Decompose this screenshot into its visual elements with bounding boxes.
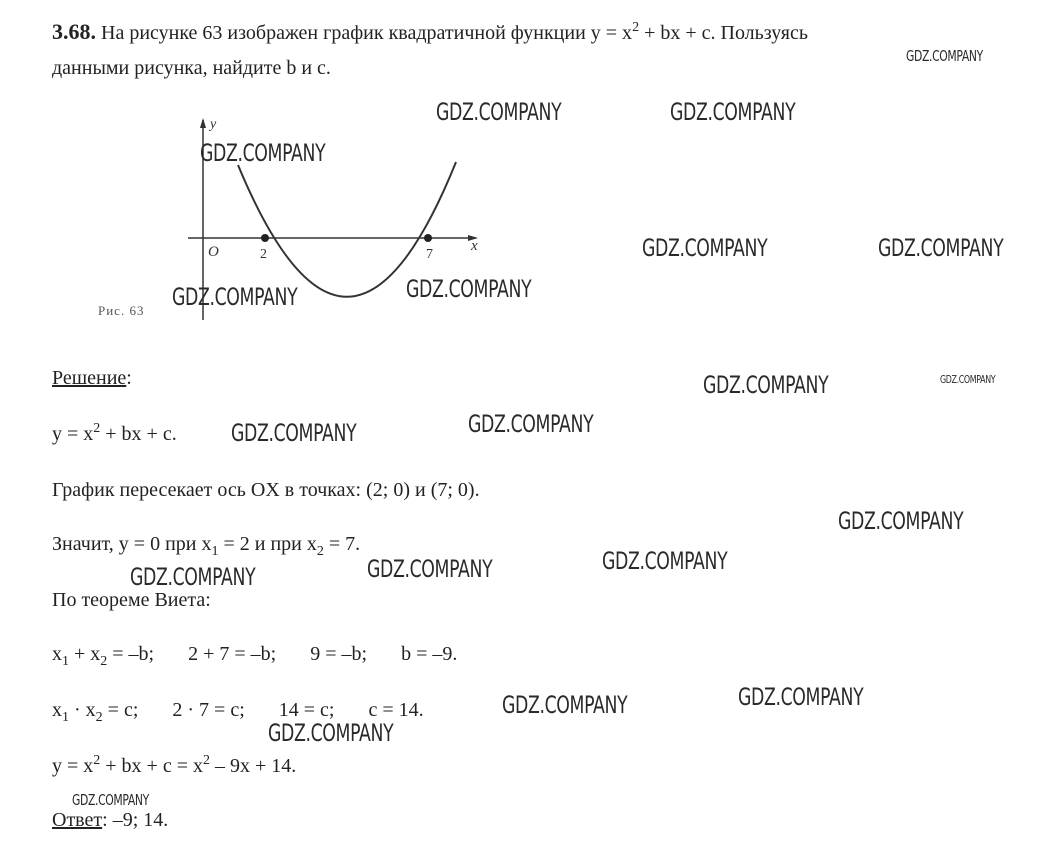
- final-formula-line: $y = x^2$ + bx + $c = x^2 - 9x + 14$.: [52, 753, 297, 777]
- watermark: GDZ.COMPANY: [703, 371, 829, 399]
- origin-label: O: [208, 244, 219, 260]
- watermark: GDZ.COMPANY: [738, 683, 864, 711]
- watermark: GDZ.COMPANY: [878, 234, 1004, 262]
- root-point-2: [261, 234, 269, 242]
- watermark: GDZ.COMPANY: [367, 555, 493, 583]
- tick-label-7: 7: [426, 247, 433, 262]
- watermark: GDZ.COMPANY: [906, 47, 983, 65]
- problem-line-2: данными рисунка, найдите b и c.: [52, 57, 331, 79]
- watermark: GDZ.COMPANY: [838, 507, 964, 535]
- solution-line-2: График пересекает ось OX в точках: (2; 0) и (7; 0).: [52, 479, 480, 501]
- watermark: GDZ.COMPANY: [268, 719, 394, 747]
- problem-line-1: 3.68. На рисунке 63 изображен график квадратичной функции $y = x^2$ + bx + c. Пользуясь: [52, 19, 808, 44]
- solution-line-1: $y = x^2$ + bx + c.: [52, 421, 177, 445]
- watermark: GDZ.COMPANY: [72, 791, 149, 809]
- watermark: GDZ.COMPANY: [670, 98, 796, 126]
- x-axis-label: x: [471, 238, 478, 254]
- y-axis-arrow: [200, 118, 206, 128]
- watermark: GDZ.COMPANY: [468, 410, 594, 438]
- tick-label-2: 2: [260, 247, 267, 262]
- problem-number: 3.68.: [52, 19, 96, 44]
- watermark: GDZ.COMPANY: [231, 419, 357, 447]
- root-point-7: [424, 234, 432, 242]
- solution-line-4: По теореме Виета:: [52, 589, 211, 611]
- watermark: GDZ.COMPANY: [940, 373, 996, 386]
- figure-caption: Рис. 63: [98, 303, 145, 318]
- watermark: GDZ.COMPANY: [200, 139, 326, 167]
- solution-line-3: Значит, y = 0 при $x_1 = 2$ и при $x_2 = 7$.: [52, 533, 361, 559]
- y-axis-label: y: [210, 117, 217, 132]
- watermark: GDZ.COMPANY: [502, 691, 628, 719]
- watermark: GDZ.COMPANY: [642, 234, 768, 262]
- solution-heading: Решение:: [52, 367, 132, 389]
- watermark: GDZ.COMPANY: [172, 283, 298, 311]
- answer-line: Ответ: –9; 14.: [52, 809, 169, 831]
- viete-sum-line: $x_1 + x_2 = -b$; 2 + 7 = –b; 9 = –b; b = –9.: [52, 643, 458, 669]
- watermark: GDZ.COMPANY: [602, 547, 728, 575]
- watermark: GDZ.COMPANY: [436, 98, 562, 126]
- viete-product-line: $x_1 \cdot x_2 = c$; 2 · 7 = c; 14 = c; c = 14.: [52, 699, 424, 725]
- watermark: GDZ.COMPANY: [130, 563, 256, 591]
- watermark: GDZ.COMPANY: [406, 275, 532, 303]
